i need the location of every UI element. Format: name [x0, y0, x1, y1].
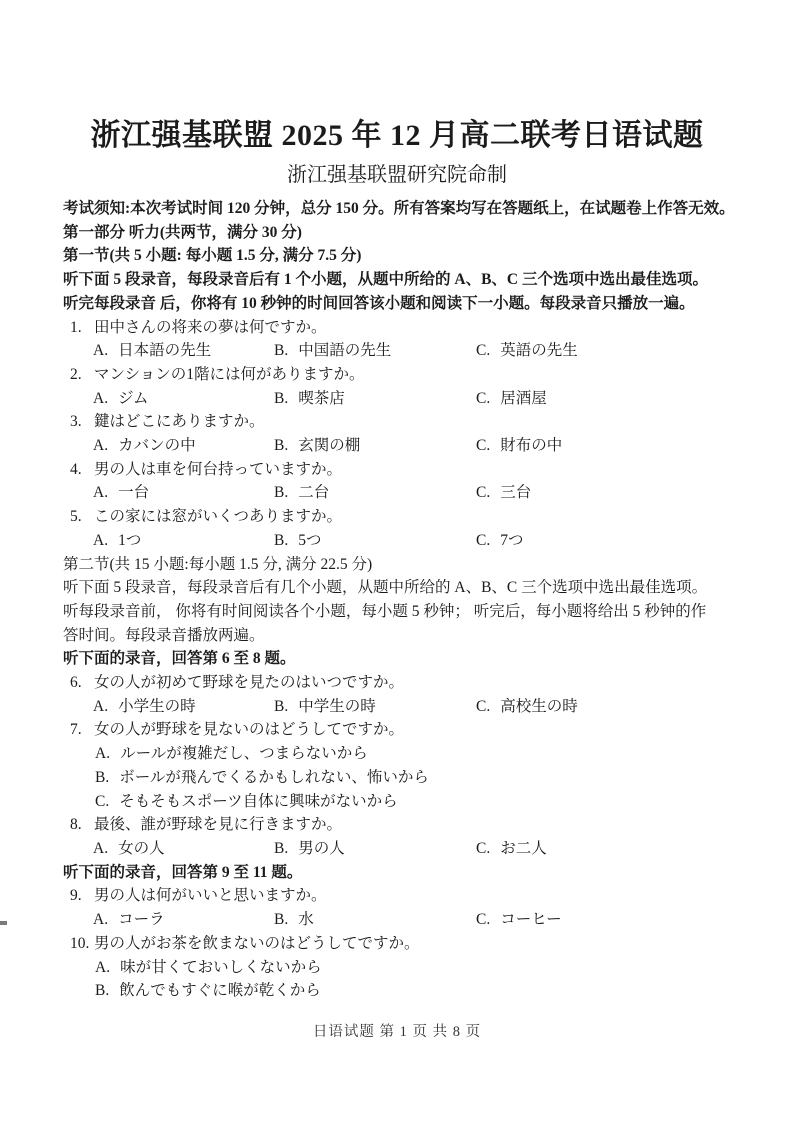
option-label: B. — [274, 437, 289, 455]
question-stem-row — [63, 932, 731, 956]
option-B: B. ボールが飛んでくるかもしれない、怖いから — [95, 768, 429, 786]
question-number: 4. — [70, 460, 82, 478]
question-stem: この家には窓がいくつありますか。 — [94, 508, 343, 526]
option-label: A. — [93, 389, 109, 407]
question-stem-row — [63, 718, 731, 742]
option-label: B. — [95, 982, 110, 1000]
option-A: A. 一台 — [93, 484, 150, 502]
option-B: B. 5つ — [274, 531, 322, 549]
option-label: A. — [93, 531, 109, 549]
option-A: A. 女の人 — [93, 839, 165, 857]
question-stem: 最後、誰が野球を見に行きますか。 — [94, 816, 343, 834]
question-stem: 男の人は何がいいと思いますか。 — [94, 887, 327, 905]
question-7 — [63, 718, 731, 813]
question-stem: マンションの1階には何がありますか。 — [94, 365, 365, 383]
question-number: 6. — [70, 674, 82, 692]
section1-instruction-line1: 听下面 5 段录音，每段录音后有 1 个小题，从题中所给的 A、B、C 三个选项中选出最佳选项。 — [63, 271, 708, 289]
option-B: B. 玄関の棚 — [274, 437, 361, 455]
question-number: 3. — [70, 413, 82, 431]
option-label: A. — [93, 911, 109, 929]
question-stem-row — [63, 363, 731, 387]
question-3 — [63, 410, 731, 457]
question-number: 1. — [70, 318, 82, 336]
question-number: 9. — [70, 887, 82, 905]
section2-heading: 第二节(共 15 小题:每小题 1.5 分, 满分 22.5 分) — [63, 555, 373, 573]
option-A: A. 小学生の時 — [93, 697, 196, 715]
exam-notice: 考试须知:本次考试时间 120 分钟，总分 150 分。所有答案均写在答题纸上，在试题卷上作答无效。 — [63, 200, 735, 217]
option-label: C. — [476, 697, 491, 715]
section2-instruction-line3: 答时间。每段录音播放两遍。 — [63, 626, 265, 644]
option-label: B. — [274, 484, 289, 502]
option-A: A. コーラ — [93, 911, 165, 929]
question-group-9-10 — [63, 884, 731, 1003]
option-label: C. — [95, 792, 110, 810]
option-label: A. — [93, 839, 109, 857]
question-number: 5. — [70, 508, 82, 526]
question-stem: 田中さんの将来の夢は何ですか。 — [94, 318, 327, 336]
option-label: C. — [476, 531, 491, 549]
section1-instruction-line2: 听完每段录音 后，你将有 10 秒钟的时间回答该小题和阅读下一小题。每段录音只播放一遍。 — [63, 294, 695, 312]
question-4 — [63, 458, 731, 505]
option-C: C. 三台 — [476, 484, 532, 502]
option-B: B. 水 — [274, 911, 314, 929]
option-C: C. コーヒー — [476, 911, 562, 929]
options-row — [93, 695, 731, 719]
question-8 — [63, 813, 731, 860]
question-stem-row — [63, 458, 731, 482]
option-A: A. 1つ — [93, 531, 142, 549]
question-stem-row — [63, 505, 731, 529]
option-B: B. 中学生の時 — [274, 697, 376, 715]
question-group-6-8 — [63, 671, 731, 861]
option-label: A. — [93, 697, 109, 715]
option-label: C. — [476, 437, 491, 455]
option-label: B. — [95, 768, 110, 786]
option-A: A. 日本語の先生 — [93, 342, 212, 360]
option-C: C. 財布の中 — [476, 437, 563, 455]
question-1 — [63, 316, 731, 363]
question-stem-row — [63, 884, 731, 908]
options-row — [93, 339, 731, 363]
option-label: B. — [274, 697, 289, 715]
question-stem: 鍵はどこにありますか。 — [94, 413, 265, 431]
question-number: 8. — [70, 816, 82, 834]
section1-heading: 第一节(共 5 小题: 每小题 1.5 分, 满分 7.5 分) — [63, 247, 362, 265]
option-label: C. — [476, 911, 491, 929]
page-footer: 日语试题 第 1 页 共 8 页 — [312, 1024, 482, 1040]
section2-instruction-line1: 听下面 5 段录音，每段录音后有几个小题，从题中所给的 A、B、C 三个选项中选出最佳选项。 — [63, 579, 708, 597]
option-label: C. — [476, 484, 491, 502]
option-label: B. — [274, 342, 289, 360]
listening-note-6-8: 听下面的录音，回答第 6 至 8 题。 — [63, 650, 296, 668]
option-label: B. — [274, 911, 289, 929]
option-label: B. — [274, 389, 289, 407]
option-C: C. お二人 — [476, 839, 547, 857]
option-B: B. 男の人 — [274, 839, 345, 857]
options-row — [93, 908, 731, 932]
option-B: B. 喫茶店 — [274, 389, 345, 407]
options-row — [93, 434, 731, 458]
listening-note-9-11: 听下面的录音，回答第 9 至 11 题。 — [63, 863, 303, 881]
section2-instruction-line2: 听每段录音前， 你将有时间阅读各个小题，每小题 5 秒钟； 听完后，每小题将给出 5 秒钟的作 — [63, 602, 707, 620]
question-number: 7. — [70, 721, 82, 739]
question-stem: 女の人が野球を見ないのはどうしてですか。 — [94, 721, 405, 739]
page-content — [63, 116, 735, 1003]
question-stem: 男の人がお茶を飲まないのはどうしてですか。 — [94, 934, 420, 952]
option-A: A. ジム — [93, 389, 149, 407]
option-A: A. カバンの中 — [93, 437, 196, 455]
options-stack — [63, 956, 731, 1003]
question-5 — [63, 505, 731, 552]
option-B: B. 二台 — [274, 484, 330, 502]
option-label: B. — [274, 839, 289, 857]
question-stem-row — [63, 410, 731, 434]
option-C: C. 居酒屋 — [476, 389, 547, 407]
question-stem-row — [63, 813, 731, 837]
option-B: B. 中国語の先生 — [274, 342, 392, 360]
options-stack — [63, 742, 731, 813]
option-label: A. — [93, 342, 109, 360]
question-9 — [63, 884, 731, 931]
page-title: 浙江强基联盟 2025 年 12 月高二联考日语试题 — [90, 119, 704, 152]
question-number: 10. — [70, 934, 90, 952]
option-label: A. — [95, 958, 111, 976]
scan-artifact-mark — [0, 921, 7, 925]
page-subtitle: 浙江强基联盟研究院命制 — [287, 164, 507, 186]
options-row — [93, 387, 731, 411]
option-A: A. ルールが複雑だし、つまらないから — [95, 745, 368, 763]
option-label: C. — [476, 839, 491, 857]
question-10 — [63, 932, 731, 1003]
option-label: B. — [274, 531, 289, 549]
option-C: C. 7つ — [476, 531, 524, 549]
question-stem: 男の人は車を何台持っていますか。 — [94, 460, 343, 478]
part1-heading: 第一部分 听力(共两节，满分 30 分) — [63, 223, 302, 241]
question-stem-row — [63, 316, 731, 340]
question-stem: 女の人が初めて野球を見たのはいつですか。 — [94, 674, 405, 692]
options-row — [93, 481, 731, 505]
option-C: C. 英語の先生 — [476, 342, 578, 360]
option-label: C. — [476, 342, 491, 360]
question-6 — [63, 671, 731, 718]
option-label: C. — [476, 389, 491, 407]
option-label: A. — [93, 484, 109, 502]
option-label: A. — [95, 745, 111, 763]
options-row — [93, 529, 731, 553]
question-group-1-5 — [63, 316, 731, 553]
question-stem-row — [63, 671, 731, 695]
option-A: A. 味が甘くておいしくないから — [95, 958, 322, 976]
question-number: 2. — [70, 365, 82, 383]
option-B: B. 飲んでもすぐに喉が乾くから — [95, 982, 321, 1000]
options-row — [93, 837, 731, 861]
option-C: C. そもそもスポーツ自体に興味がないから — [95, 792, 398, 810]
option-label: A. — [93, 437, 109, 455]
question-2 — [63, 363, 731, 410]
option-C: C. 高校生の時 — [476, 697, 578, 715]
